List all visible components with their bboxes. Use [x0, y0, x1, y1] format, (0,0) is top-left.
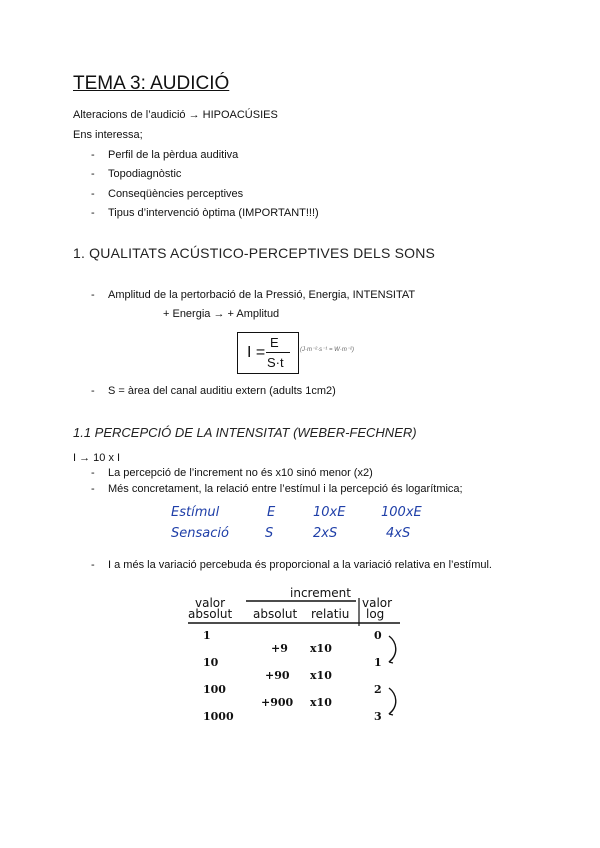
relative-increment: x10: [310, 669, 332, 682]
stimulus-cell: E: [267, 505, 276, 520]
header-rule: [188, 621, 400, 625]
formula-numerator: E: [270, 335, 279, 350]
absolute-value: 100: [203, 683, 226, 696]
intensity-line: I → 10 x I: [73, 452, 121, 464]
list-item: La percepció de l’increment no és x10 sinó menor (x2): [108, 467, 373, 479]
bullet-dash: -: [91, 207, 95, 219]
valor-absolut-header-line1: valor: [195, 596, 226, 610]
absolut-header: absolut: [253, 607, 298, 621]
sensation-cell: S: [265, 526, 274, 541]
sensation-cell: 4xS: [386, 526, 411, 541]
formula-denominator: S·t: [267, 355, 284, 370]
list-item: Amplitud de la pertorbació de la Pressió, Energia, INTENSITAT: [108, 289, 416, 301]
valor-absolut-header-line2: absolut: [188, 607, 233, 621]
page-title: TEMA 3: AUDICIÓ: [73, 73, 230, 94]
bullet-dash: -: [91, 289, 95, 301]
valor-log-header-line2: log: [366, 607, 385, 621]
absolute-increment: +90: [265, 669, 290, 682]
increment-header: increment: [290, 586, 351, 600]
list-item: Més concretament, la relació entre l’estímul i la percepció és logarítmica;: [108, 483, 463, 495]
list-item: Topodiagnòstic: [108, 168, 182, 180]
absolute-value: 1000: [203, 710, 234, 723]
bullet-dash: -: [91, 559, 95, 571]
valor-log-header-line1: valor: [362, 596, 393, 610]
log-value: 2: [374, 683, 382, 696]
list-item: Perfil de la pèrdua auditiva: [108, 149, 239, 161]
formula-lhs: I =: [247, 344, 266, 361]
header-separator: [357, 598, 361, 626]
intro-line-1: Alteracions de l’audició → HIPOACÚSIES: [73, 109, 278, 121]
log-value: 0: [374, 629, 382, 642]
bullet-dash: -: [91, 483, 95, 495]
bracket-arrows: [381, 632, 403, 732]
sub-item: + Energia → + Amplitud: [163, 308, 280, 320]
increment-rule: [246, 599, 356, 603]
formula-units: (J·m⁻²·s⁻¹ = W·m⁻²): [300, 347, 354, 353]
relatiu-header: relatiu: [311, 607, 350, 621]
list-item: Conseqüències perceptives: [108, 188, 244, 200]
list-item: I a més la variació percebuda és proporcional a la variació relativa en l’estímul.: [108, 559, 492, 571]
stimulus-cell: 10xE: [313, 505, 346, 520]
relative-increment: x10: [310, 642, 332, 655]
section-heading-1: 1. QUALITATS ACÚSTICO-PERCEPTIVES DELS SONS: [73, 245, 436, 261]
bullet-dash: -: [91, 385, 95, 397]
list-item: S = àrea del canal auditiu extern (adults 1cm2): [108, 385, 336, 397]
absolute-value: 1: [203, 629, 211, 642]
bullet-dash: -: [91, 168, 95, 180]
sensation-label: Sensació: [171, 526, 229, 541]
list-item: Tipus d’intervenció òptima (IMPORTANT!!!): [108, 207, 319, 219]
stimulus-label: Estímul: [171, 505, 220, 520]
section-heading-1-1: 1.1 PERCEPCIÓ DE LA INTENSITAT (WEBER-FECHNER): [73, 425, 417, 440]
relative-increment: x10: [310, 696, 332, 709]
bullet-dash: -: [91, 149, 95, 161]
bullet-dash: -: [91, 467, 95, 479]
sensation-cell: 2xS: [313, 526, 338, 541]
absolute-increment: +900: [261, 696, 294, 709]
absolute-value: 10: [203, 656, 219, 669]
stimulus-cell: 100xE: [381, 505, 422, 520]
fraction-line: [266, 352, 290, 353]
absolute-increment: +9: [271, 642, 288, 655]
bullet-dash: -: [91, 188, 95, 200]
log-value: 1: [374, 656, 382, 669]
log-value: 3: [374, 710, 382, 723]
intro-line-2: Ens interessa;: [73, 129, 143, 141]
